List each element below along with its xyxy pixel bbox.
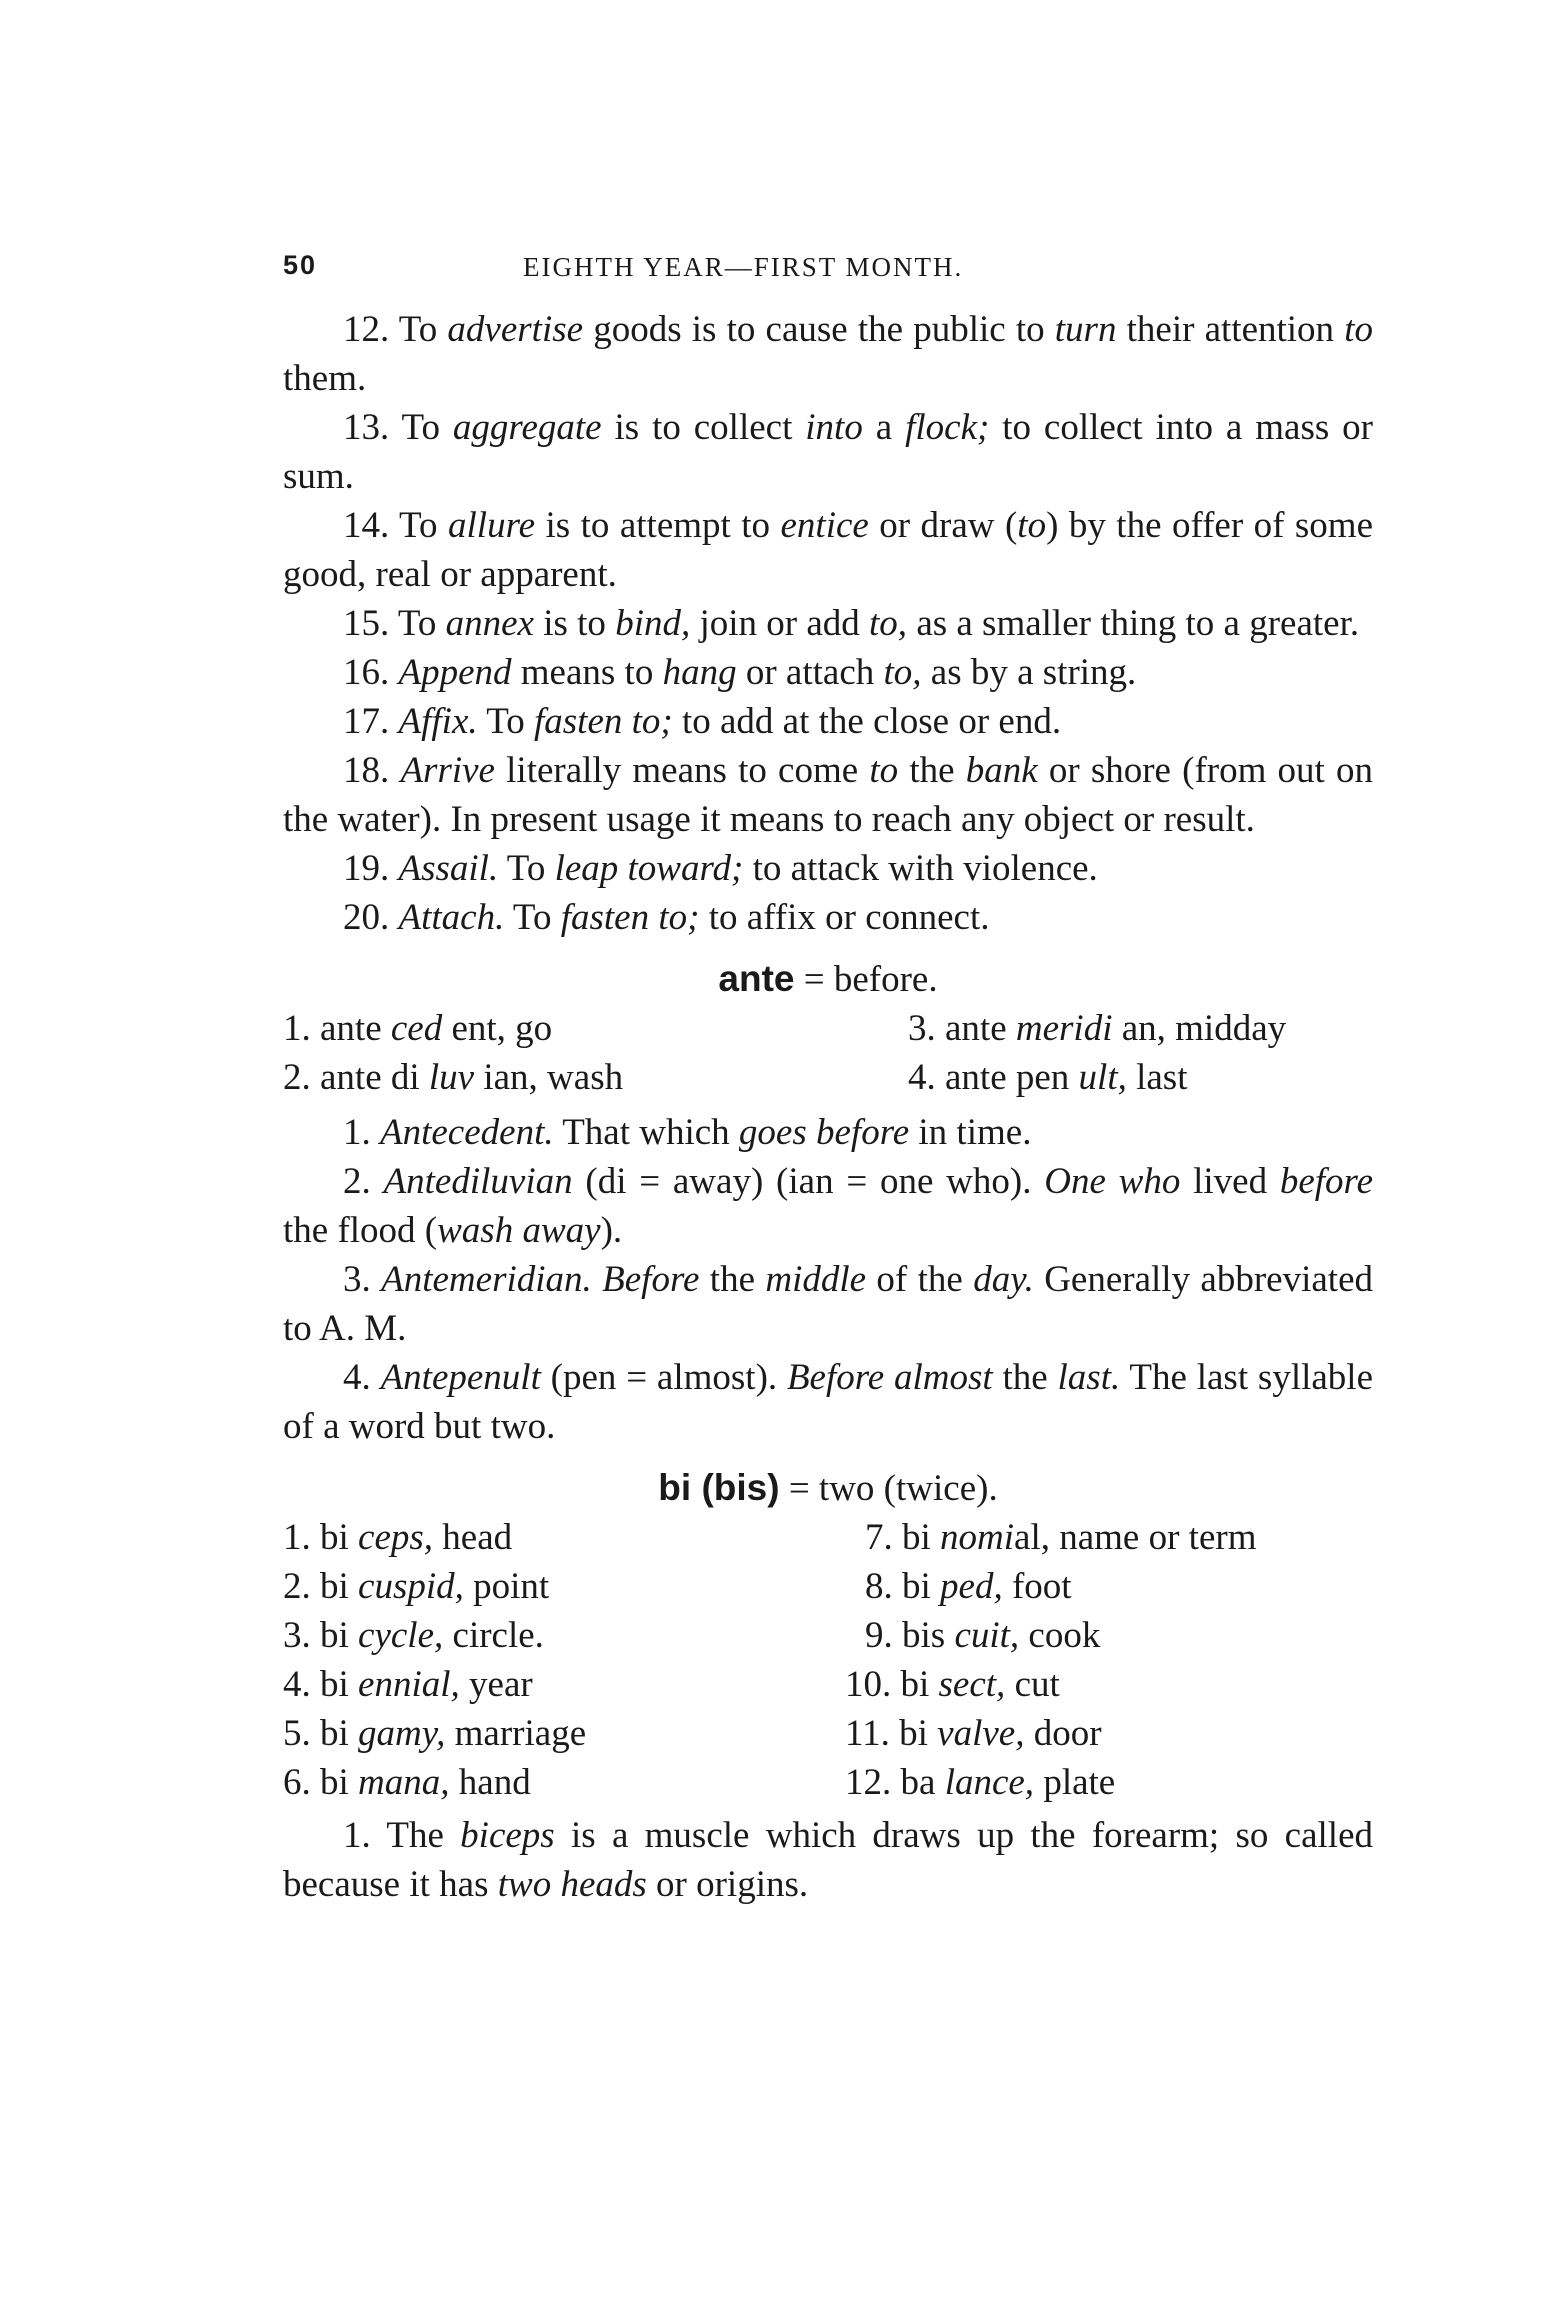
list-item: 3. bi cycle, circle. [283,1615,544,1656]
list-item: 2. ante di luv ian, wash [283,1057,624,1098]
list-item: 12. ba lance, plate [845,1762,1116,1803]
list-item: 11. bi valve, door [845,1713,1102,1754]
definition-paragraph-19: 19. Assail. To leap toward; to attack with violence. [343,848,1098,889]
running-title: EIGHTH YEAR—FIRST MONTH. [523,252,964,282]
definition-paragraph-16: 16. Append means to hang or attach to, as by a string. [343,652,1137,693]
list-item: 7. bi nomial, name or term [865,1517,1257,1558]
running-head [283,250,1373,290]
list-row [283,1053,1373,1102]
ante-paragraph-3: 3. Antemeridian. Before the middle of the day. Generally abbreviated to A. M. [283,1259,1373,1349]
list-item: 6. bi mana, hand [283,1762,531,1803]
list-row [283,1758,1373,1807]
page-body [283,305,1373,1909]
definition-paragraph-15: 15. To annex is to bind, join or add to, as a smaller thing to a greater. [343,603,1360,644]
list-item: 5. bi gamy, marriage [283,1713,587,1754]
definition-paragraph-12: 12. To advertise goods is to cause the public to turn their attention to them. [283,309,1373,399]
list-item: 4. bi ennial, year [283,1664,533,1705]
page-number: 50 [283,250,318,280]
list-item: 2. bi cuspid, point [283,1566,550,1607]
section-heading-ante: ante = before. [718,958,938,1000]
list-row [283,1660,1373,1709]
list-row [283,1004,1373,1053]
definition-paragraph-18: 18. Arrive literally means to come to the bank or shore (from out on the water). In present usage it means to reach any object or result. [283,750,1374,840]
list-row [283,1513,1373,1562]
section-heading-bi: bi (bis) = two (twice). [658,1467,998,1509]
ante-word-list [283,1004,1373,1102]
list-item: 1. ante ced ent, go [283,1008,553,1049]
list-row [283,1611,1373,1660]
list-item: 4. ante pen ult, last [908,1057,1188,1098]
definition-paragraph-14: 14. To allure is to attempt to entice or draw (to) by the offer of some good, real or apparent. [283,505,1374,595]
list-item: 8. bi ped, foot [865,1566,1072,1607]
bi-word-list [283,1513,1373,1807]
list-item: 3. ante meridi an, midday [908,1008,1287,1049]
ante-paragraph-4: 4. Antepenult (pen = almost). Before almost the last. The last syllable of a word but two. [283,1357,1374,1447]
definition-paragraph-20: 20. Attach. To fasten to; to affix or connect. [343,897,990,938]
list-item: 1. bi ceps, head [283,1517,513,1558]
list-item: 9. bis cuit, cook [865,1615,1101,1656]
book-page [283,250,1373,1909]
definition-paragraph-13: 13. To aggregate is to collect into a flock; to collect into a mass or sum. [283,407,1373,497]
list-row [283,1562,1373,1611]
definition-paragraph-17: 17. Affix. To fasten to; to add at the close or end. [343,701,1062,742]
list-item: 10. bi sect, cut [845,1664,1060,1705]
bi-paragraph-1: 1. The biceps is a muscle which draws up the forearm; so called because it has two heads or origins. [283,1815,1373,1905]
ante-paragraph-1: 1. Antecedent. That which goes before in time. [343,1112,1032,1153]
list-row [283,1709,1373,1758]
ante-paragraph-2: 2. Antediluvian (di = away) (ian = one who). One who lived before the flood (wash away). [283,1161,1374,1251]
